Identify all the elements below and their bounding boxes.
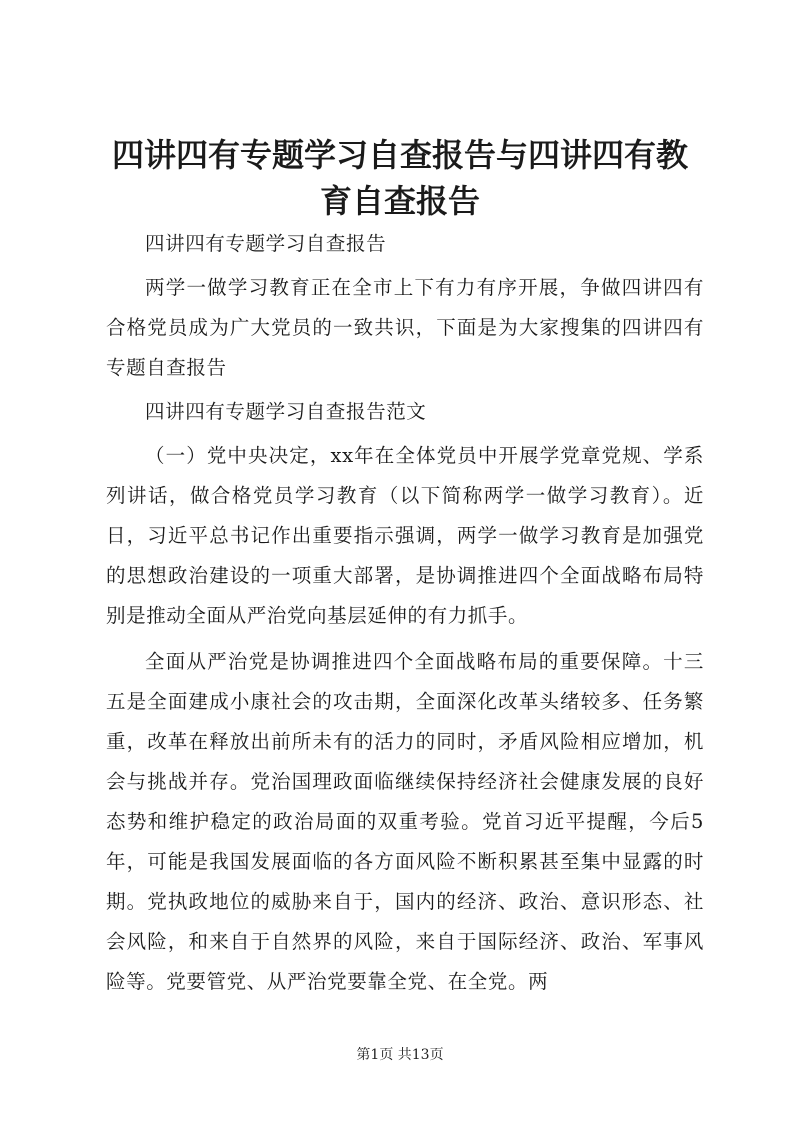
paragraph-intro: 两学一做学习教育正在全市上下有力有序开展，争做四讲四有合格党员成为广大党员的一致共识，下面是为大家搜集的四讲四有专题自查报告 — [106, 276, 704, 379]
paragraph-part-one: （一）党中央决定，xx年在全体党员中开展学党章党规、学系列讲话，做合格党员学习教育（以下简称两学一做学习教育）。近日，习近平总书记作出重要指示强调，两学一做学习教育是加强党的思想政治建设的一项重大部署，是协调推进四个全面战略布局特别是推动全面从严治党向基层延伸的有力抓手。 — [106, 444, 704, 627]
page-number-footer: 第1页 共13页 — [356, 1047, 444, 1063]
document-body — [106, 224, 704, 1006]
paragraph-section-heading: 四讲四有专题学习自查报告范文 — [145, 400, 427, 423]
paragraph-subtitle: 四讲四有专题学习自查报告 — [145, 232, 387, 255]
document-title: 四讲四有专题学习自查报告与四讲四有教育自查报告 — [111, 136, 688, 220]
paragraph-body: 全面从严治党是协调推进四个全面战略布局的重要保障。十三五是全面建成小康社会的攻击期，全面深化改革头绪较多、任务繁重，改革在释放出前所未有的活力的同时，矛盾风险相应增加，机会与挑战并存。党治国理政面临继续保持经济社会健康发展的良好态势和维护稳定的政治局面的双重考验。党首习近平提醒，今后5年，可能是我国发展面临的各方面风险不断积累甚至集中显露的时期。党执政地位的威胁来自于，国内的经济、政治、意识形态、社会风险，和来自于自然界的风险，来自于国际经济、政治、军事风险等。党要管党、从严治党要靠全党、在全党。两 — [106, 650, 704, 993]
